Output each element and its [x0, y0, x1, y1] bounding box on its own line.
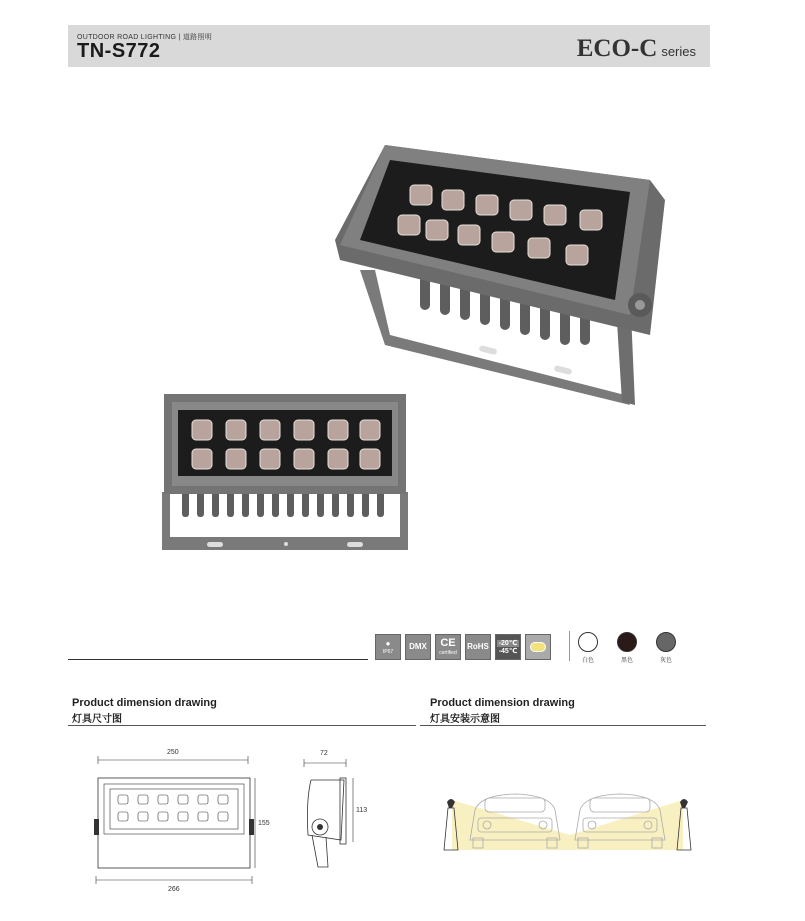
swatch-black: 黑色 [616, 632, 638, 664]
dim-width-top: 250 [167, 749, 179, 756]
water-drop-icon: ● [385, 638, 391, 648]
page-header [68, 25, 710, 67]
temperature-badge: -20℃ -45℃ [495, 634, 521, 660]
rohs-badge: RoHS [465, 634, 491, 660]
swatch-white: 白色 [577, 632, 599, 664]
section-rule-left [68, 725, 416, 726]
category-kicker: OUTDOOR ROAD LIGHTING | 道路照明 [77, 34, 213, 41]
dimension-drawing-side [296, 745, 376, 870]
dim-depth-side: 72 [320, 750, 328, 757]
led-bulb-icon [530, 642, 546, 652]
swatch-dot [617, 632, 637, 652]
vertical-separator [569, 631, 570, 661]
dim-height-side: 113 [356, 807, 368, 814]
swatch-grey: 灰色 [655, 632, 677, 664]
dim-height-front: 155 [258, 820, 270, 827]
section-rule-right [420, 725, 706, 726]
ip67-badge: ● IP67 [375, 634, 401, 660]
product-photo-front [152, 392, 417, 554]
swatch-dot [656, 632, 676, 652]
color-swatches [577, 632, 677, 664]
series-title [577, 35, 696, 63]
series-suffix: series [661, 44, 696, 59]
dimension-section-title: Product dimension drawing 灯具尺寸图 [72, 697, 217, 725]
installation-diagram [430, 780, 705, 860]
dimension-drawing-front [88, 745, 278, 895]
series-name: ECO-C [576, 35, 658, 62]
swatch-dot [578, 632, 598, 652]
led-badge [525, 634, 551, 660]
dim-width-bottom: 266 [168, 886, 180, 893]
divider-line [68, 659, 368, 660]
model-number: TN-S772 [77, 40, 161, 62]
certification-row [375, 634, 551, 660]
dmx-badge: DMX [405, 634, 431, 660]
product-photo-angled [330, 140, 675, 410]
installation-section-title: Product dimension drawing 灯具安装示意图 [430, 697, 575, 725]
ce-badge: CE certified [435, 634, 461, 660]
